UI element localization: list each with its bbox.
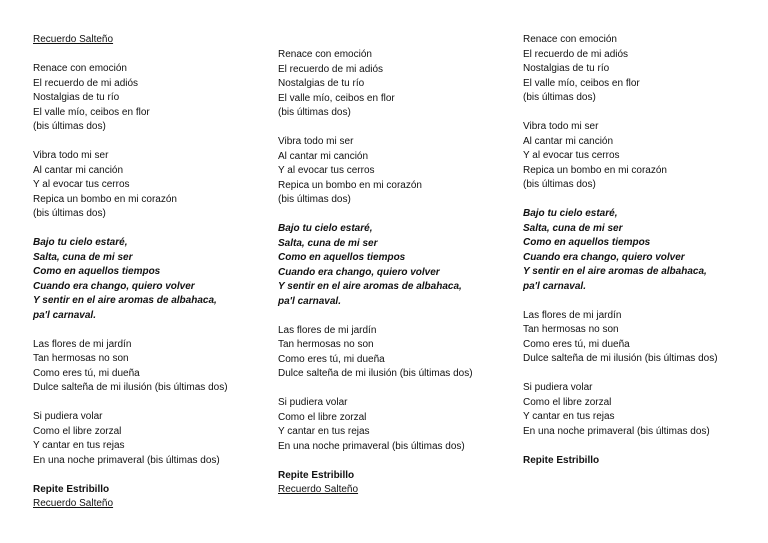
lyric-line: Como el libre zorzal <box>523 396 612 408</box>
chorus-stanza <box>278 222 523 309</box>
lyric-line: Como el libre zorzal <box>33 425 122 437</box>
lyric-line: pa'l carnaval. <box>33 309 96 321</box>
lyric-line: Y sentir en el aire aromas de albahaca, <box>33 295 217 306</box>
lyric-line: Nostalgias de tu río <box>523 63 610 74</box>
lyric-line: Vibra todo mi ser <box>278 136 354 147</box>
lyric-line: (bis últimas dos) <box>523 92 596 103</box>
lyric-line: Vibra todo mi ser <box>33 150 109 161</box>
verse-stanza <box>523 381 768 439</box>
verse-stanza <box>33 149 278 222</box>
lyric-line: El valle mío, ceibos en flor <box>33 106 150 118</box>
chorus-stanza <box>523 207 768 294</box>
lyric-line: Bajo tu cielo estaré, <box>278 223 373 234</box>
lyric-line: Nostalgias de tu río <box>33 92 120 103</box>
lyric-line: Cuando era chango, quiero volver <box>523 251 685 263</box>
lyric-line: Como eres tú, mi dueña <box>33 367 140 379</box>
lyric-line: Salta, cuna de mi ser <box>523 222 623 234</box>
lyric-line: Y al evocar tus cerros <box>523 150 620 161</box>
chorus-stanza <box>33 236 278 323</box>
lyric-line: Al cantar mi canción <box>33 164 124 176</box>
lyric-line: El valle mío, ceibos en flor <box>523 77 640 89</box>
lyric-line: pa'l carnaval. <box>523 280 586 292</box>
song-title <box>33 33 278 48</box>
lyric-line: Si pudiera volar <box>278 397 348 408</box>
verse-stanza <box>523 33 768 106</box>
lyric-line: Dulce salteña de mi ilusión (bis últimas dos) <box>278 368 473 379</box>
lyric-line: Nostalgias de tu río <box>278 78 365 89</box>
lyric-line: Cuando era chango, quiero volver <box>278 266 440 278</box>
lyric-line: Repica un bombo en mi corazón <box>278 179 422 191</box>
lyric-line: Y cantar en tus rejas <box>278 426 370 437</box>
lyric-line: En una noche primaveral (bis últimas dos) <box>278 440 465 452</box>
lyric-line: Y al evocar tus cerros <box>278 165 375 176</box>
lyric-line: Tan hermosas no son <box>523 324 619 335</box>
lyric-line: Salta, cuna de mi ser <box>33 251 133 263</box>
lyric-line: Como eres tú, mi dueña <box>523 338 630 350</box>
lyric-line: En una noche primaveral (bis últimas dos) <box>523 425 710 437</box>
lyric-line: Al cantar mi canción <box>278 150 369 162</box>
song-title-text: Recuerdo Salteño <box>278 484 359 495</box>
lyric-line: Vibra todo mi ser <box>523 121 599 132</box>
verse-stanza <box>523 309 768 367</box>
verse-stanza <box>33 410 278 468</box>
lyric-line: Como en aquellos tiempos <box>523 237 651 248</box>
lyric-line: Repica un bombo en mi corazón <box>33 193 177 205</box>
lyric-line: (bis últimas dos) <box>278 194 351 205</box>
lyric-line: Si pudiera volar <box>523 382 593 393</box>
lyric-line: El recuerdo de mi adiós <box>33 77 139 89</box>
lyric-line: Y cantar en tus rejas <box>523 411 615 422</box>
ending-block <box>33 483 278 512</box>
ending-block <box>523 454 768 469</box>
lyric-line: En una noche primaveral (bis últimas dos) <box>33 454 220 466</box>
lyric-line: Si pudiera volar <box>33 411 103 422</box>
lyric-line: Tan hermosas no son <box>33 353 129 364</box>
lyrics-column-3 <box>523 33 768 468</box>
lyric-line: Como eres tú, mi dueña <box>278 353 385 365</box>
verse-stanza <box>278 396 523 454</box>
lyric-line: Y cantar en tus rejas <box>33 440 125 451</box>
lyric-line: (bis últimas dos) <box>523 179 596 190</box>
lyric-line: Dulce salteña de mi ilusión (bis últimas dos) <box>523 353 718 364</box>
lyric-line: El recuerdo de mi adiós <box>278 63 384 75</box>
lyric-line: (bis últimas dos) <box>278 107 351 118</box>
lyric-line: Cuando era chango, quiero volver <box>33 280 195 292</box>
lyric-line: Bajo tu cielo estaré, <box>523 208 618 219</box>
lyric-line: El valle mío, ceibos en flor <box>278 92 395 104</box>
lyric-line: Como en aquellos tiempos <box>33 266 161 277</box>
lyric-line: Bajo tu cielo estaré, <box>33 237 128 248</box>
lyrics-column-2 <box>278 48 523 498</box>
lyric-line: El recuerdo de mi adiós <box>523 48 629 60</box>
lyric-line: Renace con emoción <box>33 63 127 74</box>
lyric-line: pa'l carnaval. <box>278 295 341 307</box>
lyric-line: Renace con emoción <box>278 49 372 60</box>
lyrics-column-1 <box>33 33 278 512</box>
ending-block <box>278 469 523 498</box>
lyric-line: Renace con emoción <box>523 34 617 45</box>
repeat-chorus-note: Repite Estribillo <box>523 454 600 466</box>
verse-stanza <box>33 62 278 135</box>
verse-stanza <box>278 135 523 208</box>
lyric-line: Las flores de mi jardín <box>523 309 622 321</box>
verse-stanza <box>278 324 523 382</box>
verse-stanza <box>278 48 523 121</box>
repeat-chorus-note: Repite Estribillo <box>278 469 355 481</box>
song-title-text: Recuerdo Salteño <box>33 34 114 45</box>
verse-stanza <box>33 338 278 396</box>
lyric-line: Dulce salteña de mi ilusión (bis últimas dos) <box>33 382 228 393</box>
lyric-line: Como en aquellos tiempos <box>278 252 406 263</box>
lyric-line: Como el libre zorzal <box>278 411 367 423</box>
lyric-line: Y al evocar tus cerros <box>33 179 130 190</box>
lyric-line: Repica un bombo en mi corazón <box>523 164 667 176</box>
lyric-line: Las flores de mi jardín <box>33 338 132 350</box>
lyric-line: Al cantar mi canción <box>523 135 614 147</box>
verse-stanza <box>523 120 768 193</box>
lyric-line: Las flores de mi jardín <box>278 324 377 336</box>
lyric-line: (bis últimas dos) <box>33 208 106 219</box>
repeat-chorus-note: Repite Estribillo <box>33 483 110 495</box>
lyric-line: Tan hermosas no son <box>278 339 374 350</box>
song-title-text: Recuerdo Salteño <box>33 498 114 509</box>
lyric-line: Y sentir en el aire aromas de albahaca, <box>523 266 707 277</box>
lyric-line: Salta, cuna de mi ser <box>278 237 378 249</box>
lyric-line: (bis últimas dos) <box>33 121 106 132</box>
lyric-line: Y sentir en el aire aromas de albahaca, <box>278 281 462 292</box>
